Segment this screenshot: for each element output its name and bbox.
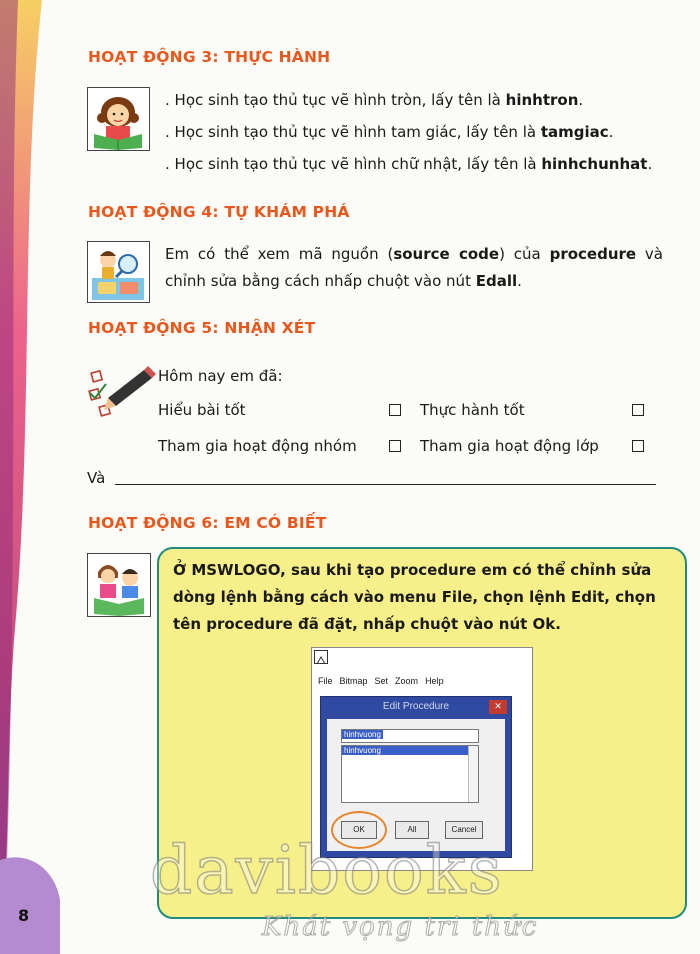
mswlogo-app-icon (314, 650, 328, 664)
checkbox-practiced-well[interactable] (632, 404, 644, 416)
procedure-name-input[interactable] (341, 729, 479, 743)
close-icon[interactable]: ✕ (489, 700, 507, 714)
menu-help[interactable]: Help (425, 676, 444, 686)
callout-text: Ở MSWLOGO, sau khi tạo procedure em có thể chỉnh sửa dòng lệnh bằng cách vào menu File, chọn lệnh Edit, chọn tên procedure đã đặt, nhấp chuột vào nút Ok. (173, 561, 656, 633)
activity-3-item-2: . Học sinh tạo thủ tục vẽ hình tam giác, lấy tên là tamgiac. (165, 123, 614, 141)
menu-zoom[interactable]: Zoom (395, 676, 419, 686)
listbox-scrollbar[interactable] (468, 746, 478, 802)
option-class-activity: Tham gia hoạt động lớp (420, 437, 599, 455)
activity-4-heading: HOẠT ĐỘNG 4: TỰ KHÁM PHÁ (88, 203, 350, 221)
checkbox-understood-lesson[interactable] (389, 404, 401, 416)
checkbox-class-activity[interactable] (632, 440, 644, 452)
option-group-activity: Tham gia hoạt động nhóm (158, 437, 357, 455)
option-understood-lesson: Hiểu bài tốt (158, 401, 246, 419)
activity-5-heading: HOẠT ĐỘNG 5: NHẬN XÉT (88, 319, 316, 337)
and-label: Và (87, 469, 106, 487)
magnifier-girl-illustration (87, 241, 150, 303)
watermark-slogan: Khát vọng tri thức (262, 912, 539, 942)
activity-6-heading: HOẠT ĐỘNG 6: EM CÓ BIẾT (88, 514, 327, 532)
activity-3-item-1: . Học sinh tạo thủ tục vẽ hình tròn, lấy tên là hinhtron. (165, 91, 584, 109)
menu-file[interactable]: File (318, 676, 333, 686)
reading-girl-illustration (87, 87, 150, 151)
decorative-left-band (0, 0, 70, 954)
activity-3-item-3: . Học sinh tạo thủ tục vẽ hình chữ nhật, lấy tên là hinhchunhat. (165, 155, 653, 173)
menu-bitmap[interactable]: Bitmap (339, 676, 368, 686)
watermark-logo: davibooks (150, 832, 504, 909)
page-number: 8 (18, 906, 30, 925)
pencil-checkbox-icon (86, 364, 156, 420)
checkbox-group-activity[interactable] (389, 440, 401, 452)
all-button[interactable]: All (395, 821, 429, 839)
two-kids-reading-illustration (87, 553, 151, 617)
option-practiced-well: Thực hành tốt (420, 401, 525, 419)
menu-bar (318, 669, 451, 688)
activity-5-intro: Hôm nay em đã: (158, 367, 283, 385)
writing-line[interactable] (115, 484, 656, 485)
procedure-listbox[interactable] (341, 745, 479, 803)
menu-set[interactable]: Set (374, 676, 389, 686)
input-selected-text: hinhvuong (344, 730, 381, 739)
cancel-button[interactable]: Cancel (445, 821, 483, 839)
activity-3-heading: HOẠT ĐỘNG 3: THỰC HÀNH (88, 48, 331, 66)
ok-button[interactable]: OK (341, 821, 377, 839)
activity-4-paragraph: Em có thể xem mã nguồn (source code) của procedure và chỉnh sửa bằng cách nhấp chuột vào nút Edall. (165, 245, 663, 290)
dialog-title: Edit Procedure (382, 701, 450, 712)
list-item-hinhvuong[interactable]: hinhvuong (342, 746, 478, 755)
